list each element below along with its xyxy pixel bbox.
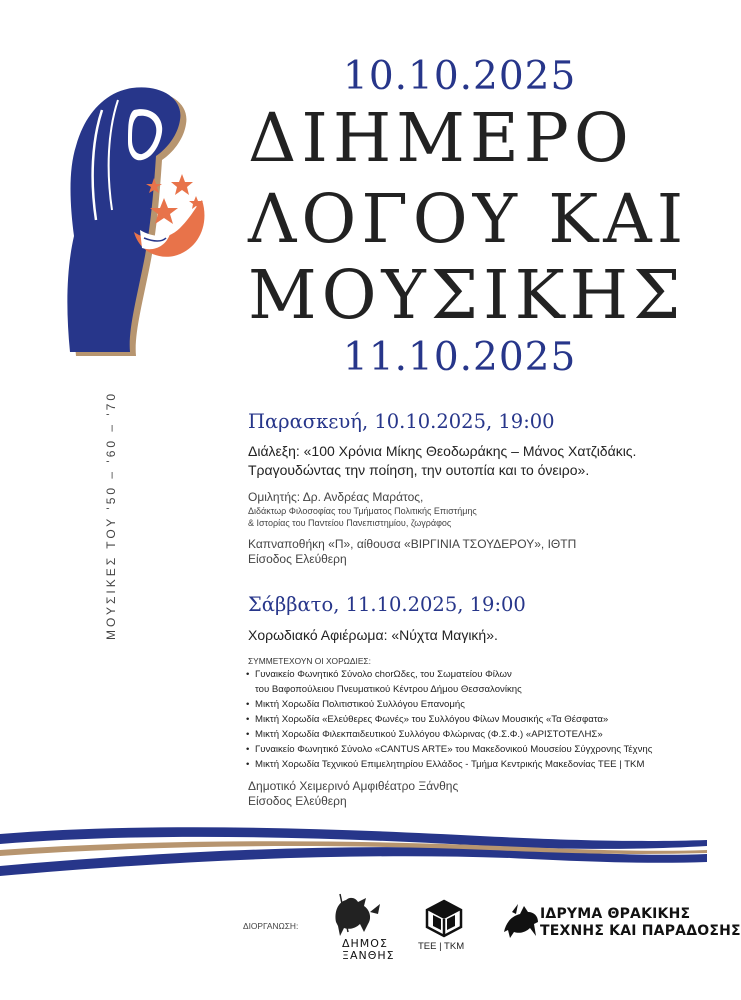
day1-heading: Παρασκευή, 10.10.2025, 19:00 xyxy=(248,410,555,433)
day2-event: Χορωδιακό Αφιέρωμα: «Νύχτα Μαγική». xyxy=(248,627,498,643)
idryma-logo-line-2: ΤΕΧΝΗΣ ΚΑΙ ΠΑΡΑΔΟΣΗΣ xyxy=(540,923,741,939)
organizer-label: ΔΙΟΡΓΑΝΩΣΗ: xyxy=(243,921,299,931)
day1-lecture-line-2: Τραγουδώντας την ποίηση, την ουτοπία και το όνειρο». xyxy=(248,462,590,478)
wave-decoration xyxy=(0,822,707,877)
list-item: • Γυναικείο Φωνητικό Σύνολο chorΩδες, του Σωματείου Φίλων xyxy=(246,669,512,680)
date-bottom: 11.10.2025 xyxy=(343,335,577,380)
day1-entry: Είσοδος Ελεύθερη xyxy=(248,552,347,566)
title-line-3: ΜΟΥΣΙΚΗΣ xyxy=(248,256,686,334)
day1-speaker-bio-2: & Ιστορίας του Παντείου Πανεπιστημίου, ζωγράφος xyxy=(248,518,452,528)
day1-venue: Καπναποθήκη «Π», αίθουσα «ΒΙΡΓΙΝΙΑ ΤΣΟΥΔΕΡΟΥ», ΙΘΤΠ xyxy=(248,537,577,551)
day2-heading: Σάββατο, 11.10.2025, 19:00 xyxy=(248,593,526,616)
woman-moon-illustration xyxy=(62,80,207,360)
dimos-logo-line-1: ΔΗΜΟΣ xyxy=(342,937,388,950)
tee-tkm-logo-icon xyxy=(424,899,464,937)
list-item: • Μικτή Χορωδία «Ελεύθερες Φωνές» του Συλλόγου Φίλων Μουσικής «Τα Θέσφατα» xyxy=(246,714,609,725)
day2-entry: Είσοδος Ελεύθερη xyxy=(248,794,347,808)
dimos-xanthis-logo xyxy=(326,892,386,942)
list-item: • Γυναικείο Φωνητικό Σύνολο «CANTUS ARTE» του Μακεδονικού Μουσείου Σύγχρονης Τέχνης xyxy=(246,744,653,755)
star-icon xyxy=(171,174,193,195)
illustration-figure xyxy=(67,87,180,352)
idryma-logo-line-1: ΙΔΡΥΜΑ ΘΡΑΚΙΚΗΣ xyxy=(540,906,691,922)
day1-speaker: Ομιλητής: Δρ. Ανδρέας Μαράτος, xyxy=(248,490,424,504)
day1-lecture-line-1: Διάλεξη: «100 Χρόνια Μίκης Θεοδωράκης – Μάνος Χατζιδάκις. xyxy=(248,443,637,459)
title-line-2: ΛΟΓΟΥ ΚΑΙ xyxy=(248,180,689,258)
day1-speaker-bio-1: Διδάκτωρ Φιλοσοφίας του Τμήματος Πολιτικής Επιστήμης xyxy=(248,506,477,516)
dimos-logo-line-2: ΞΑΝΘΗΣ xyxy=(342,949,395,962)
idryma-horse-logo-icon xyxy=(500,902,542,940)
tee-tkm-logo-text: ΤΕΕ | ΤΚΜ xyxy=(418,941,465,952)
list-item: του Βαφοπούλειου Πνευματικού Κέντρου Δήμου Θεσσαλονίκης xyxy=(255,684,522,695)
title-line-1: ΔΙΗΜΕΡΟ xyxy=(248,99,634,177)
day2-venue: Δημοτικό Χειμερινό Αμφιθέατρο Ξάνθης xyxy=(248,779,459,793)
list-item: • Μικτή Χορωδία Πολιτιστικού Συλλόγου Επανομής xyxy=(246,699,465,710)
date-top: 10.10.2025 xyxy=(343,54,577,99)
list-item: • Μικτή Χορωδία Τεχνικού Επιμελητηρίου Ελλάδος - Τμήμα Κεντρικής Μακεδονίας ΤΕΕ | ΤΚΜ xyxy=(246,759,645,770)
choirs-title: ΣΥΜΜΕΤΕΧΟΥΝ ΟΙ ΧΟΡΩΔΙΕΣ: xyxy=(248,656,371,666)
list-item: • Μικτή Χορωδία Φιλεκπαιδευτικού Συλλόγου Φλώρινας (Φ.Σ.Φ.) «ΑΡΙΣΤΟΤΕΛΗΣ» xyxy=(246,729,603,740)
choirs-list xyxy=(246,667,652,772)
side-text: ΜΟΥΣΙΚΕΣ ΤΟΥ '50 – '60 – '70 xyxy=(104,390,118,640)
